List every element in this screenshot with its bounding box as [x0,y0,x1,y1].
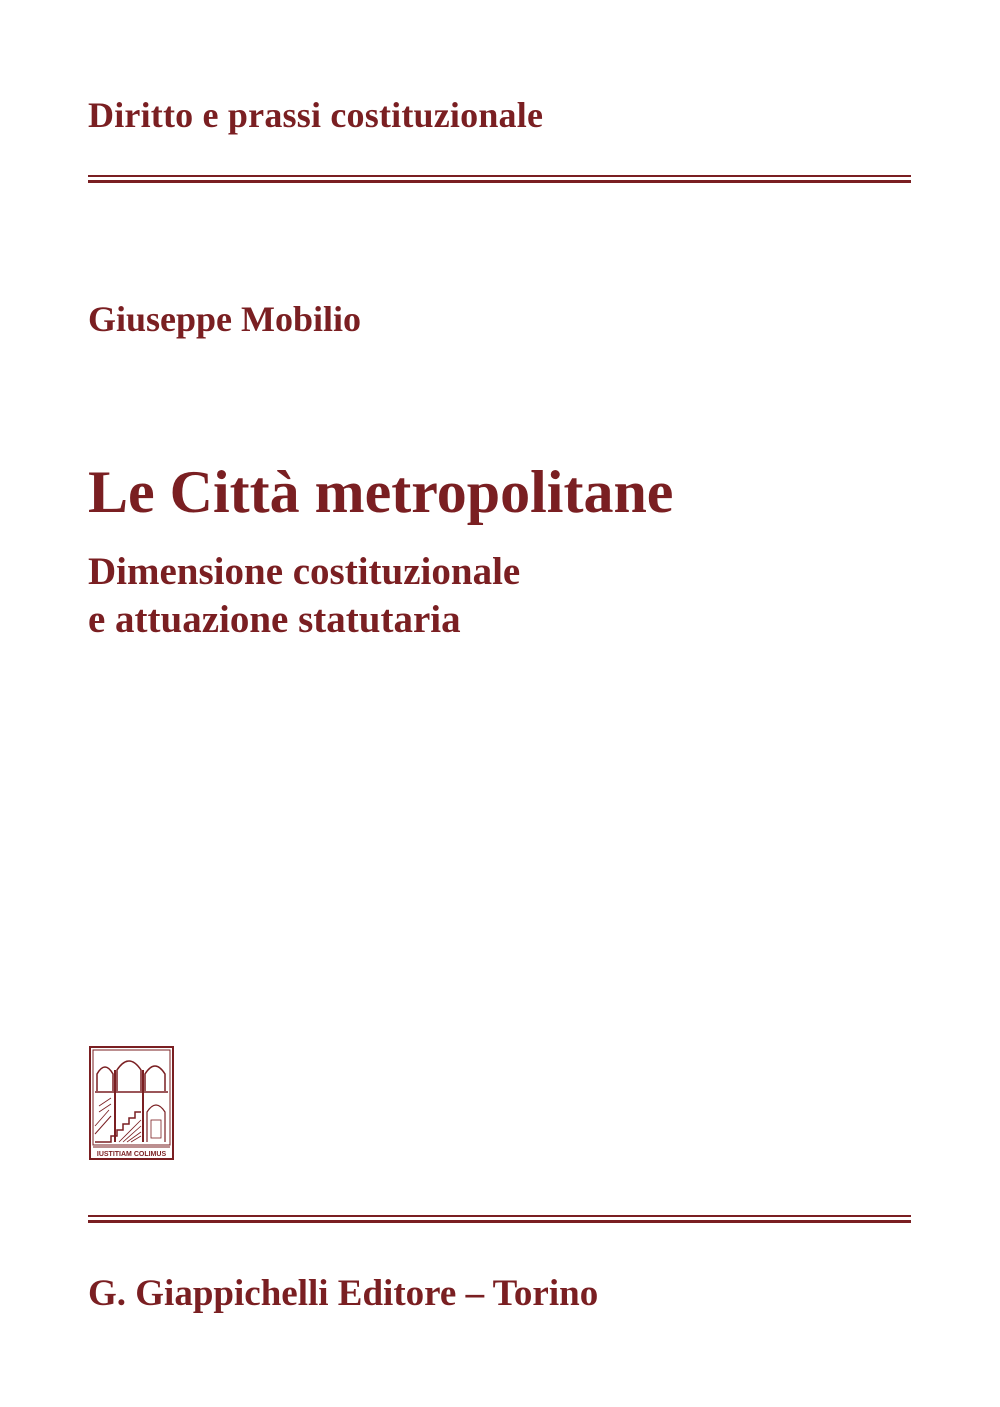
subtitle-line-2: e attuazione statutaria [88,598,461,641]
top-double-rule [88,175,911,183]
subtitle-line-1: Dimensione costituzionale [88,550,521,593]
book-title: Le Città metropolitane [88,459,674,525]
publisher-imprint: G. Giappichelli Editore – Torino [88,1273,599,1314]
book-subtitle [88,548,520,644]
bottom-double-rule [88,1215,911,1223]
svg-text:IUSTITIAM COLIMUS: IUSTITIAM COLIMUS [96,1151,167,1158]
series-title: Diritto e prassi costituzionale [88,95,544,135]
author-name: Giuseppe Mobilio [88,299,362,339]
publisher-emblem-icon [89,1046,174,1160]
